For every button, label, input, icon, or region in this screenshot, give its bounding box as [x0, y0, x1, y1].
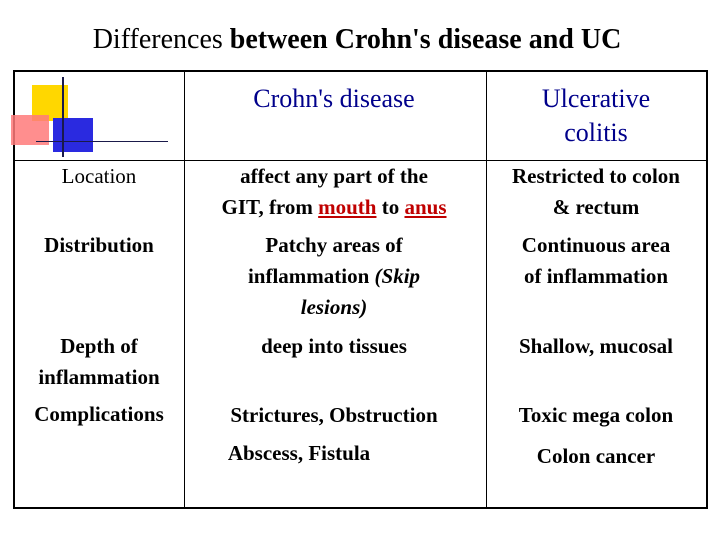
title-part1: Differences: [92, 24, 230, 55]
row-label-location: Location: [61, 164, 137, 188]
cell-location-uc: Restricted to colon & rectum: [512, 164, 680, 219]
word-mouth: mouth: [318, 195, 377, 219]
header-ulcerative-colitis: Ulcerative colitis: [541, 84, 651, 147]
row-label-distribution: Distribution: [44, 233, 154, 257]
cell-depth-crohns: deep into tissues: [261, 334, 407, 358]
title-part2: between Crohn's disease and UC: [229, 24, 622, 55]
cell-complications-crohns: Strictures, Obstruction Abscess, Fistula: [227, 403, 438, 465]
row-label-complications: Complications: [34, 402, 164, 426]
cell-distribution-crohns: Patchy areas of inflammation (Skip lesions): [247, 233, 421, 319]
word-anus: anus: [404, 195, 447, 219]
header-crohns: Crohn's disease: [253, 84, 415, 113]
cell-location-crohns: affect any part of the GIT, from mouth to anus: [221, 164, 447, 219]
cell-complications-uc: Toxic mega colon Colon cancer: [518, 403, 674, 468]
cell-depth-uc: Shallow, mucosal: [518, 334, 674, 358]
slide-title: [0, 22, 714, 58]
cell-distribution-uc: Continuous area of inflammation: [521, 233, 671, 288]
row-label-depth: Depth of inflammation: [38, 334, 160, 389]
